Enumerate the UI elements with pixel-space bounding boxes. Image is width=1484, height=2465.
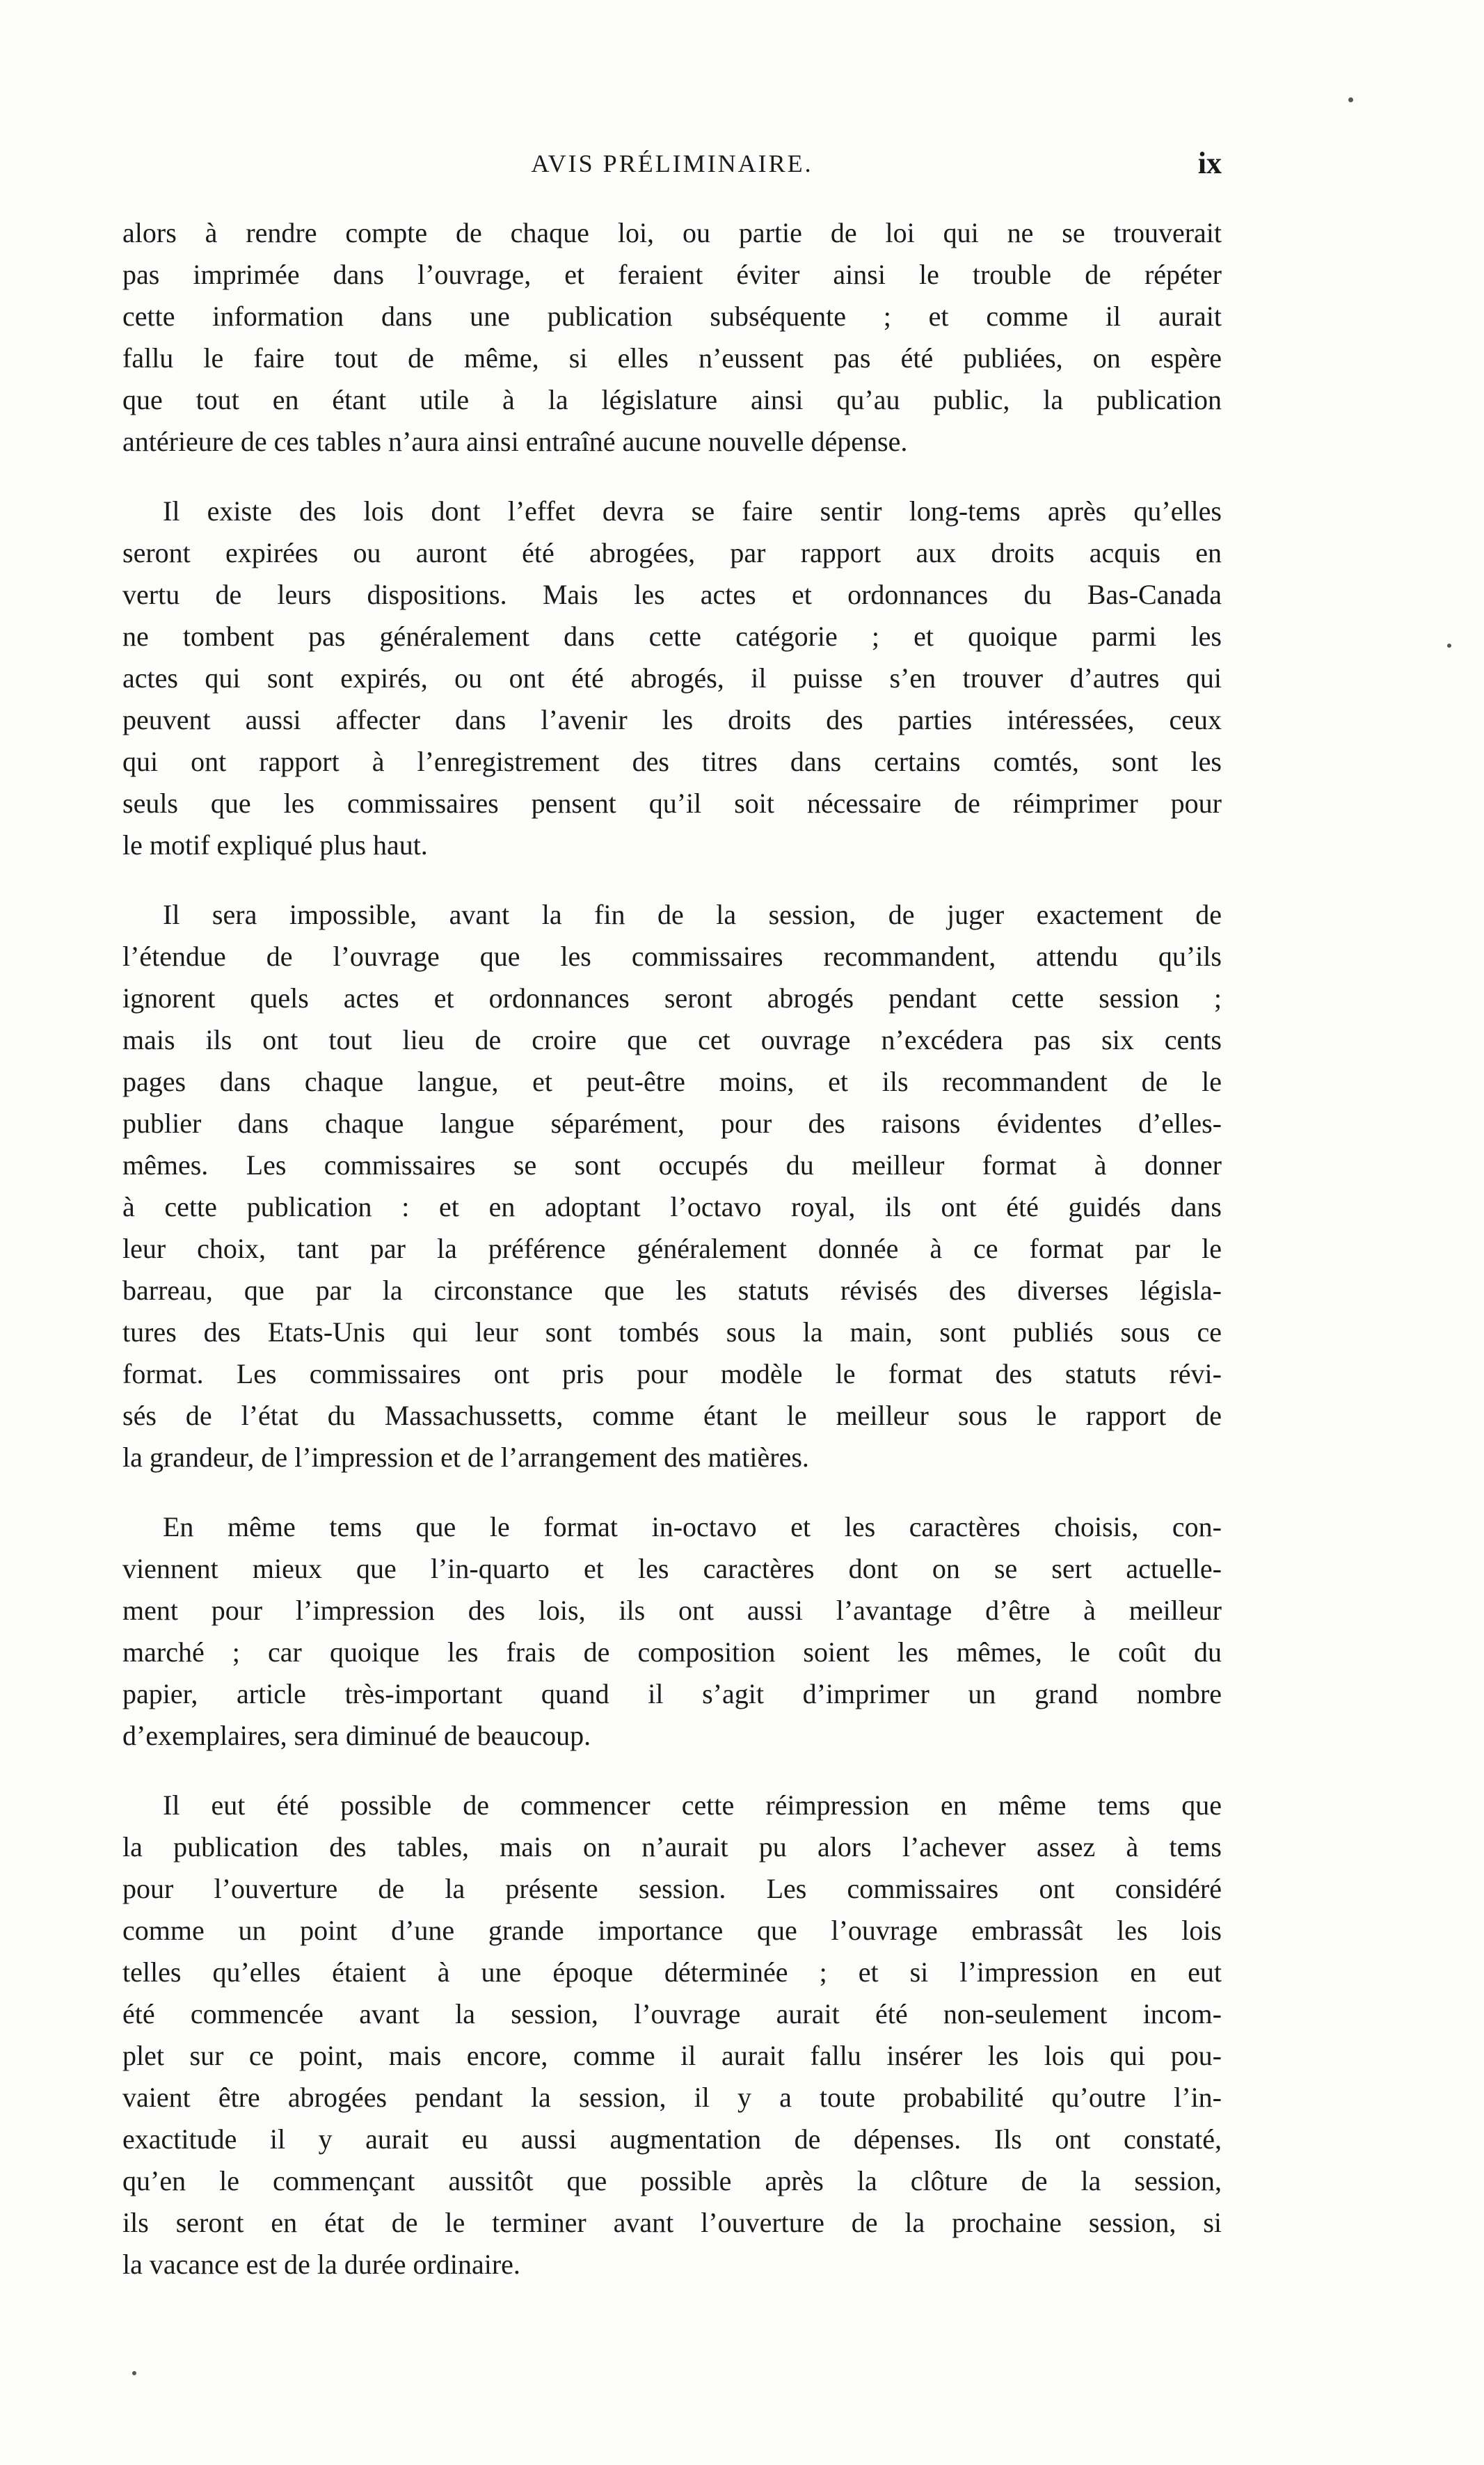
text-line: peuvent aussi affecter dans l’avenir les droits des parties intéressées, ceux xyxy=(122,704,1222,735)
text-line: pour l’ouverture de la présente session. Les commissaires ont considéré xyxy=(122,1873,1222,1904)
paragraph-2 xyxy=(122,490,1222,866)
ink-speck xyxy=(1348,97,1353,102)
text-line: Il eut été possible de commencer cette réimpression en même tems que xyxy=(163,1789,1222,1821)
text-line: viennent mieux que l’in-quarto et les caractères dont on se sert actuelle- xyxy=(122,1553,1222,1584)
text-line: ment pour l’impression des lois, ils ont aussi l’avantage d’être à meilleur xyxy=(122,1595,1222,1626)
text-line: leur choix, tant par la préférence généralement donnée à ce format par le xyxy=(122,1233,1222,1264)
paragraph-5 xyxy=(122,1785,1222,2285)
text-line: cette information dans une publication subséquente ; et comme il aurait xyxy=(122,301,1222,332)
text-line: ils seront en état de le terminer avant l’ouverture de la prochaine session, si xyxy=(122,2207,1222,2238)
text-line: actes qui sont expirés, ou ont été abrogés, il puisse s’en trouver d’autres qui xyxy=(122,662,1222,694)
text-line: que tout en étant utile à la législature ainsi qu’au public, la publication xyxy=(122,384,1222,415)
running-head xyxy=(122,143,1222,184)
paragraph-4 xyxy=(122,1506,1222,1757)
running-title: AVIS PRÉLIMINAIRE. xyxy=(531,150,813,177)
ink-speck xyxy=(1447,644,1451,648)
text-line: pages dans chaque langue, et peut-être moins, et ils recommandent de le xyxy=(122,1066,1222,1097)
text-line: tures des Etats-Unis qui leur sont tombés sous la main, sont publiés sous ce xyxy=(122,1316,1222,1348)
text-line: plet sur ce point, mais encore, comme il aurait fallu insérer les lois qui pou- xyxy=(122,2040,1222,2071)
text-line: ignorent quels actes et ordonnances seront abrogés pendant cette session ; xyxy=(122,982,1222,1014)
text-line: à cette publication : et en adoptant l’octavo royal, ils ont été guidés dans xyxy=(122,1191,1222,1222)
text-line: Il sera impossible, avant la fin de la session, de juger exactement de xyxy=(163,899,1222,930)
text-line: le motif expliqué plus haut. xyxy=(122,829,428,861)
text-line: sés de l’état du Massachussetts, comme étant le meilleur sous le rapport de xyxy=(122,1400,1222,1431)
text-line: la grandeur, de l’impression et de l’arrangement des matières. xyxy=(122,1442,809,1473)
paragraph-3 xyxy=(122,894,1222,1478)
text-line: comme un point d’une grande importance que l’ouvrage embrassât les lois xyxy=(122,1915,1222,1946)
text-line: antérieure de ces tables n’aura ainsi entraîné aucune nouvelle dépense. xyxy=(122,426,908,457)
text-line: marché ; car quoique les frais de composition soient les mêmes, le coût du xyxy=(122,1636,1222,1668)
text-line: mais ils ont tout lieu de croire que cet ouvrage n’excédera pas six cents xyxy=(122,1024,1222,1055)
text-line: fallu le faire tout de même, si elles n’eussent pas été publiées, on espère xyxy=(122,342,1222,374)
text-line: qui ont rapport à l’enregistrement des titres dans certains comtés, sont les xyxy=(122,746,1222,777)
text-line: En même tems que le format in-octavo et les caractères choisis, con- xyxy=(163,1511,1222,1542)
text-line: publier dans chaque langue séparément, pour des raisons évidentes d’elles- xyxy=(122,1108,1222,1139)
page-number: ix xyxy=(1197,146,1222,180)
text-line: été commencée avant la session, l’ouvrage aurait été non-seulement incom- xyxy=(122,1998,1222,2029)
text-line: seuls que les commissaires pensent qu’il soit nécessaire de réimprimer pour xyxy=(122,788,1222,819)
text-line: vaient être abrogées pendant la session, il y a toute probabilité qu’outre l’in- xyxy=(122,2082,1222,2113)
text-line: la publication des tables, mais on n’aurait pu alors l’achever assez à tems xyxy=(122,1831,1222,1862)
text-line: l’étendue de l’ouvrage que les commissaires recommandent, attendu qu’ils xyxy=(122,941,1222,972)
paragraph-1 xyxy=(122,212,1222,463)
ink-speck xyxy=(132,2371,136,2375)
text-line: qu’en le commençant aussitôt que possible après la clôture de la session, xyxy=(122,2165,1222,2196)
text-line: seront expirées ou auront été abrogées, par rapport aux droits acquis en xyxy=(122,537,1222,568)
text-line: papier, article très-important quand il s’agit d’imprimer un grand nombre xyxy=(122,1678,1222,1709)
text-line: pas imprimée dans l’ouvrage, et feraient éviter ainsi le trouble de répéter xyxy=(122,259,1222,290)
text-line: vertu de leurs dispositions. Mais les actes et ordonnances du Bas-Canada xyxy=(122,579,1222,610)
text-line: telles qu’elles étaient à une époque déterminée ; et si l’impression en eut xyxy=(122,1956,1222,1988)
text-line: alors à rendre compte de chaque loi, ou partie de loi qui ne se trouverait xyxy=(122,217,1222,248)
text-line: d’exemplaires, sera diminué de beaucoup. xyxy=(122,1720,591,1751)
text-line: mêmes. Les commissaires se sont occupés du meilleur format à donner xyxy=(122,1149,1222,1181)
text-line: la vacance est de la durée ordinaire. xyxy=(122,2249,520,2280)
text-line: ne tombent pas généralement dans cette catégorie ; et quoique parmi les xyxy=(122,621,1222,652)
body-text xyxy=(122,212,1222,2313)
text-line: exactitude il y aurait eu aussi augmentation de dépenses. Ils ont constaté, xyxy=(122,2123,1222,2155)
text-line: Il existe des lois dont l’effet devra se faire sentir long-tems après qu’elles xyxy=(163,495,1222,527)
text-line: barreau, que par la circonstance que les statuts révisés des diverses législa- xyxy=(122,1275,1222,1306)
text-line: format. Les commissaires ont pris pour modèle le format des statuts révi- xyxy=(122,1358,1222,1389)
